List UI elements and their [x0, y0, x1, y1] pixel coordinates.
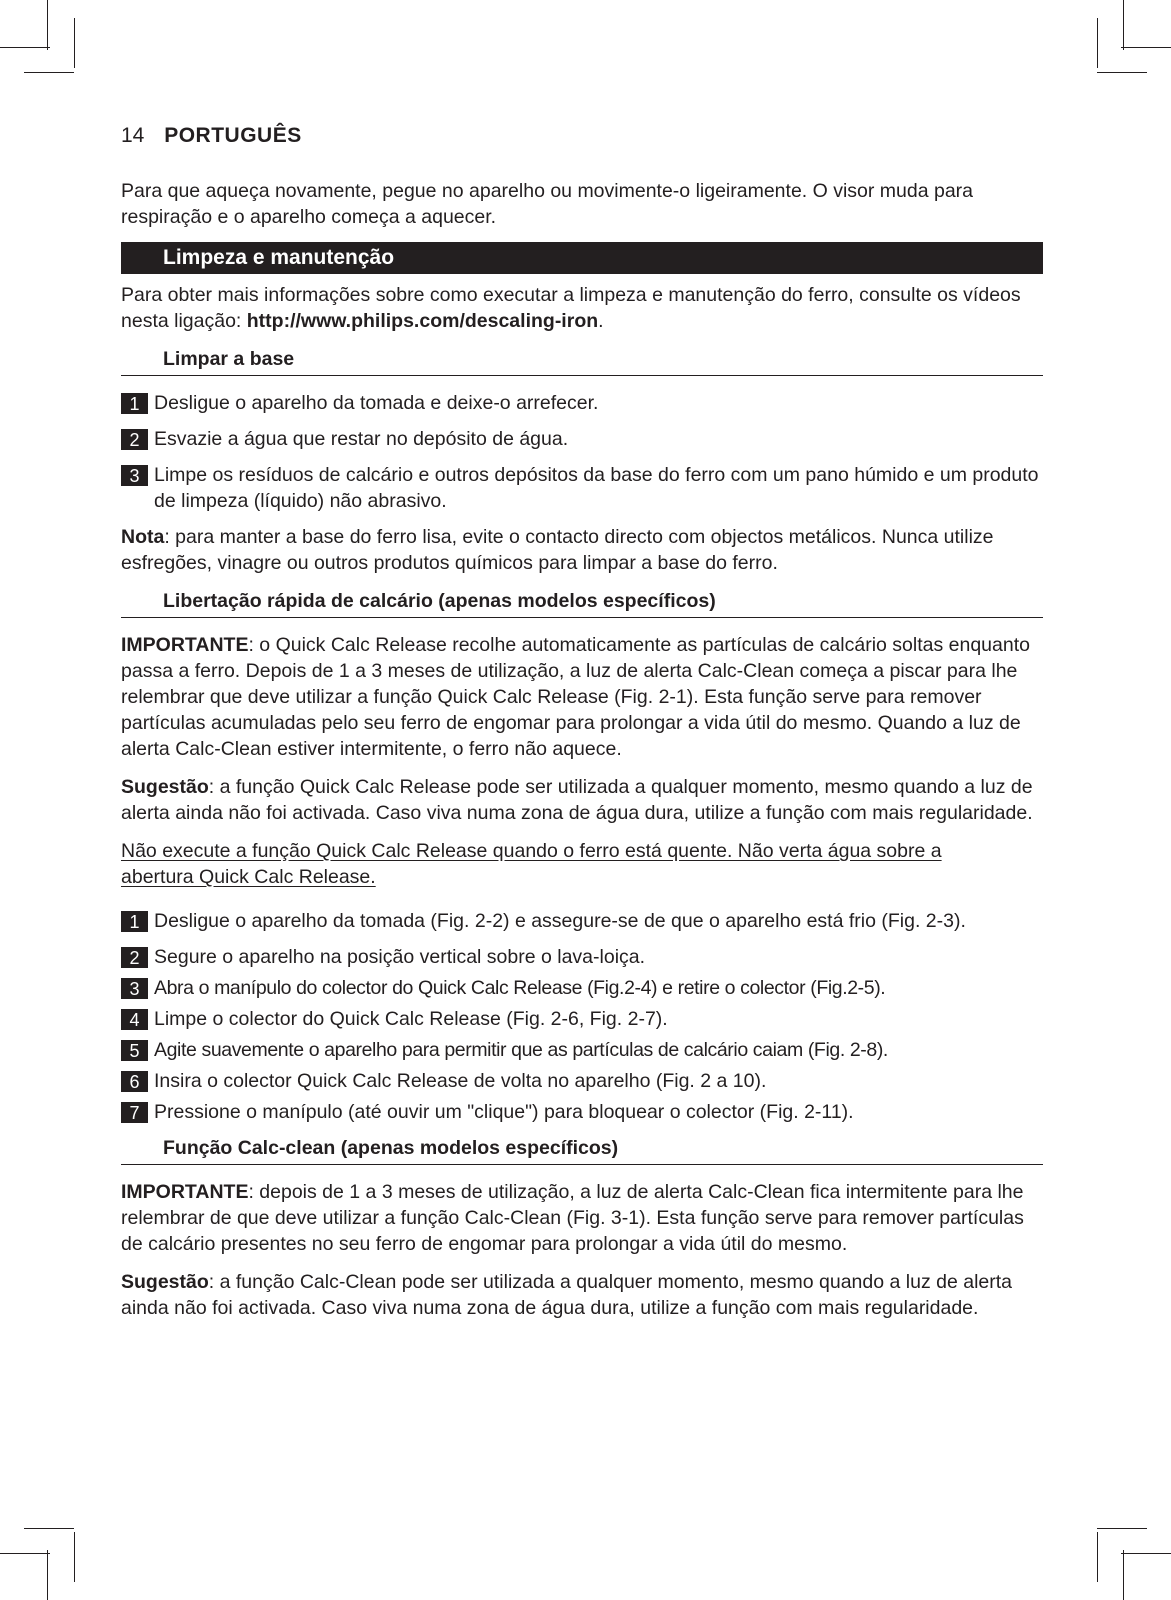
step-number: 7 [121, 1102, 148, 1123]
crop-mark [1121, 47, 1171, 48]
step-text: Limpe os resíduos de calcário e outros depósitos da base do ferro com um pano húmido e um produto de limpeza (líquido) não abrasivo. [154, 464, 1039, 512]
step-text: Insira o colector Quick Calc Release de volta no aparelho (Fig. 2 a 10). [154, 1070, 767, 1092]
step-number: 3 [121, 978, 148, 999]
list-item [121, 462, 1043, 514]
step-number: 3 [121, 465, 148, 486]
crop-mark [1097, 1528, 1147, 1529]
page-header [121, 124, 302, 148]
step-text: Desligue o aparelho da tomada e deixe-o arrefecer. [154, 392, 599, 414]
intro-paragraph: Para que aqueça novamente, pegue no aparelho ou movimente-o ligeiramente. O visor muda para respiração e o aparelho começa a aquecer. [121, 180, 974, 228]
list-item [121, 944, 1043, 970]
list-item [121, 975, 1043, 1001]
list-item [121, 426, 1043, 452]
step-text: Desligue o aparelho da tomada (Fig. 2-2) e assegure-se de que o aparelho está frio (Fig. 2-3). [154, 910, 966, 932]
crop-mark [1123, 1550, 1124, 1600]
crop-mark [74, 1532, 75, 1582]
step-text: Agite suavemente o aparelho para permitir que as partículas de calcário caiam (Fig. 2-8). [154, 1039, 888, 1061]
note-paragraph: Nota: para manter a base do ferro lisa, evite o contacto directo com objectos metálicos. Nunca utilize esfregões, vinagre ou outros produtos químicos para limpar a base do ferro. [121, 526, 994, 574]
crop-mark [0, 1553, 50, 1554]
crop-mark [24, 72, 74, 73]
crop-mark [1121, 1553, 1171, 1554]
subsection-title-base: Limpar a base [121, 346, 1043, 376]
crop-mark [24, 1528, 74, 1529]
step-number: 1 [121, 911, 148, 932]
step-number: 5 [121, 1040, 148, 1061]
step-text: Abra o manípulo do colector do Quick Calc Release (Fig.2-4) e retire o colector (Fig.2-5). [154, 977, 886, 999]
list-item [121, 1006, 1043, 1032]
important-paragraph: IMPORTANTE: o Quick Calc Release recolhe automaticamente as partículas de calcário soltas enquanto passa a ferro. Depois de 1 a 3 meses de utilização, a luz de alerta Calc-Clean começa a piscar para lhe relembrar que deve utilizar a função Quick Calc Release (Fig. 2-1). Esta função serve para remover partículas acumuladas pelo seu ferro de engomar para prolongar a vida útil do mesmo. Quando a luz de alerta Calc-Clean estiver intermitente, o ferro não aquece. [121, 634, 1030, 760]
page-content [121, 178, 1043, 1333]
step-text: Esvazie a água que restar no depósito de água. [154, 428, 569, 450]
descaling-link[interactable]: http://www.philips.com/descaling-iron [246, 310, 599, 332]
list-item [121, 1099, 1043, 1125]
crop-mark [1097, 72, 1147, 73]
step-text: Limpe o colector do Quick Calc Release (Fig. 2-6, Fig. 2-7). [154, 1008, 668, 1030]
list-item [121, 1068, 1043, 1094]
step-number: 1 [121, 393, 148, 414]
language-title: PORTUGUÊS [164, 124, 302, 147]
list-item [121, 390, 1043, 416]
tip-paragraph: Sugestão: a função Quick Calc Release pode ser utilizada a qualquer momento, mesmo quando a luz de alerta ainda não foi activada. Caso viva numa zona de água dura, utilize a função com mais regularidade. [121, 776, 1033, 824]
crop-mark [0, 47, 50, 48]
crop-mark [1097, 1532, 1098, 1582]
list-item [121, 1037, 1043, 1063]
important-paragraph: IMPORTANTE: depois de 1 a 3 meses de utilização, a luz de alerta Calc-Clean fica intermitente para lhe relembrar de que deve utilizar a função Calc-Clean (Fig. 3-1). Esta função serve para remover partículas de calcário presentes no seu ferro de engomar para prolongar a vida útil do mesmo. [121, 1181, 1024, 1255]
tip-paragraph: Sugestão: a função Calc-Clean pode ser utilizada a qualquer momento, mesmo quando a luz de alerta ainda não foi activada. Caso viva numa zona de água dura, utilize a função com mais regularidade. [121, 1271, 1013, 1319]
crop-mark [1123, 0, 1124, 50]
step-number: 6 [121, 1071, 148, 1092]
crop-mark [47, 1550, 48, 1600]
step-number: 4 [121, 1009, 148, 1030]
crop-mark [47, 0, 48, 50]
step-number: 2 [121, 947, 148, 968]
step-number: 2 [121, 429, 148, 450]
crop-mark [74, 18, 75, 68]
page-number: 14 [121, 124, 145, 147]
step-text: Pressione o manípulo (até ouvir um "clique") para bloquear o colector (Fig. 2-11). [154, 1101, 854, 1123]
warning-paragraph: Não execute a função Quick Calc Release quando o ferro está quente. Não verta água sobre a abertura Quick Calc Release. [121, 840, 942, 888]
section-title: Limpeza e manutenção [121, 242, 1043, 274]
crop-mark [1097, 18, 1098, 68]
section-intro: Para obter mais informações sobre como executar a limpeza e manutenção do ferro, consulte os vídeos nesta ligação: http://www.philips.com/descaling-iron. [121, 284, 1021, 332]
list-item [121, 908, 1043, 934]
subsection-title-quick-calc: Libertação rápida de calcário (apenas modelos específicos) [121, 588, 1043, 618]
subsection-title-calc-clean: Função Calc-clean (apenas modelos específicos) [121, 1135, 1043, 1165]
step-text: Segure o aparelho na posição vertical sobre o lava-loiça. [154, 946, 646, 968]
